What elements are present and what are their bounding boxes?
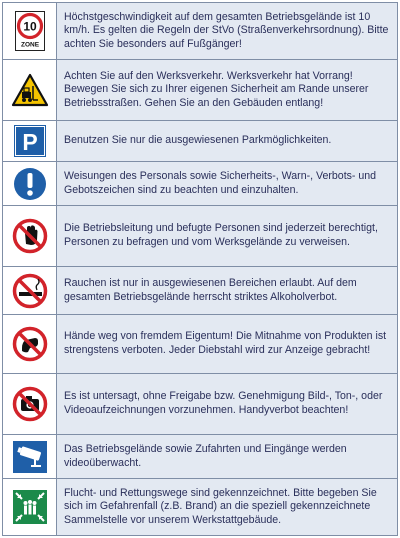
forklift-warning-icon [3,60,57,120]
rule-text [57,315,397,373]
no-touching-icon [3,315,57,373]
rule-text [57,162,397,205]
rule-row-instructions [3,161,397,205]
exclamation-mandatory-icon [3,162,57,205]
speed-limit-10-zone-icon [3,3,57,59]
rule-text-instructions: Weisungen des Personals sowie Sicherheits-, Warn-, Verbots- und Gebotszeichen sind zu beachten und einzuhalten. [64,169,377,196]
rule-text-authority: Die Betriebsleitung und befugte Personen sind jederzeit berechtigt, Personen zu befragen und vom Werksgelände zu verweisen. [64,222,378,248]
rule-row-video [3,434,397,478]
zone-label: ZONE [20,41,39,49]
no-entry-hand-icon [3,206,57,266]
no-smoking-icon [3,267,57,314]
rule-row-authority [3,205,397,266]
rule-text-video: Das Betriebsgelände sowie Zufahrten und Eingänge werden videoüberwacht. [64,442,347,469]
rule-text-traffic: Achten Sie auf den Werksverkehr. Werksverkehr hat Vorrang! Bewegen Sie sich zu Ihrer eigenen Sicherheit am Rande unserer Betriebsstraßen. Gehen Sie an den Gebäuden entlang! [64,69,369,109]
rule-row-parking [3,120,397,161]
rule-text [57,3,397,59]
rule-text-property: Hände weg von fremdem Eigentum! Die Mitnahme von Produkten ist strengstens verboten. Jeder Diebstahl wird zur Anzeige gebracht! [64,330,387,356]
parking-letter: P [21,129,38,155]
rule-text [57,374,397,434]
rule-text [57,267,397,314]
rule-row-property [3,314,397,373]
rule-text-recording: Es ist untersagt, ohne Freigabe bzw. Genehmigung Bild-, Ton-, oder Videoaufzeichnungen vorzunehmen. Handyverbot beachten! [64,390,383,416]
assembly-point-icon [3,479,57,535]
no-camera-icon [3,374,57,434]
rule-row-speed-limit [3,3,397,59]
parking-icon [3,121,57,161]
video-surveillance-icon [3,435,57,478]
rule-row-escape-routes [3,478,397,535]
site-rules-table [2,2,398,536]
rule-row-recording [3,373,397,434]
rule-text-speed: Höchstgeschwindigkeit auf dem gesamten Betriebsgelände ist 10 km/h. Es gelten die Regeln der StVo (Straßenverkehrsordnung). Bitte achten Sie besonders auf Fußgänger! [64,10,389,50]
rule-text [57,435,397,478]
rule-text [57,206,397,266]
rule-text-parking: Benutzen Sie nur die ausgewiesenen Parkmöglichkeiten. [64,134,332,147]
rule-text-smoking: Rauchen ist nur in ausgewiesenen Bereichen erlaubt. Auf dem gesamten Betriebsgelände herrscht striktes Alkoholverbot. [64,276,357,303]
rule-text [57,60,397,120]
rule-text [57,479,397,535]
rule-text [57,121,397,161]
rule-row-works-traffic [3,59,397,120]
rule-row-smoking [3,266,397,314]
rule-text-escape: Flucht- und Rettungswege sind gekennzeichnet. Bitte begeben Sie sich im Gefahrenfall (z.B. Brand) an die speziell gekennzeichnete Sammelstelle vor unserem Werkstattgebäude. [64,486,377,526]
speed-limit-value: 10 [22,19,37,34]
